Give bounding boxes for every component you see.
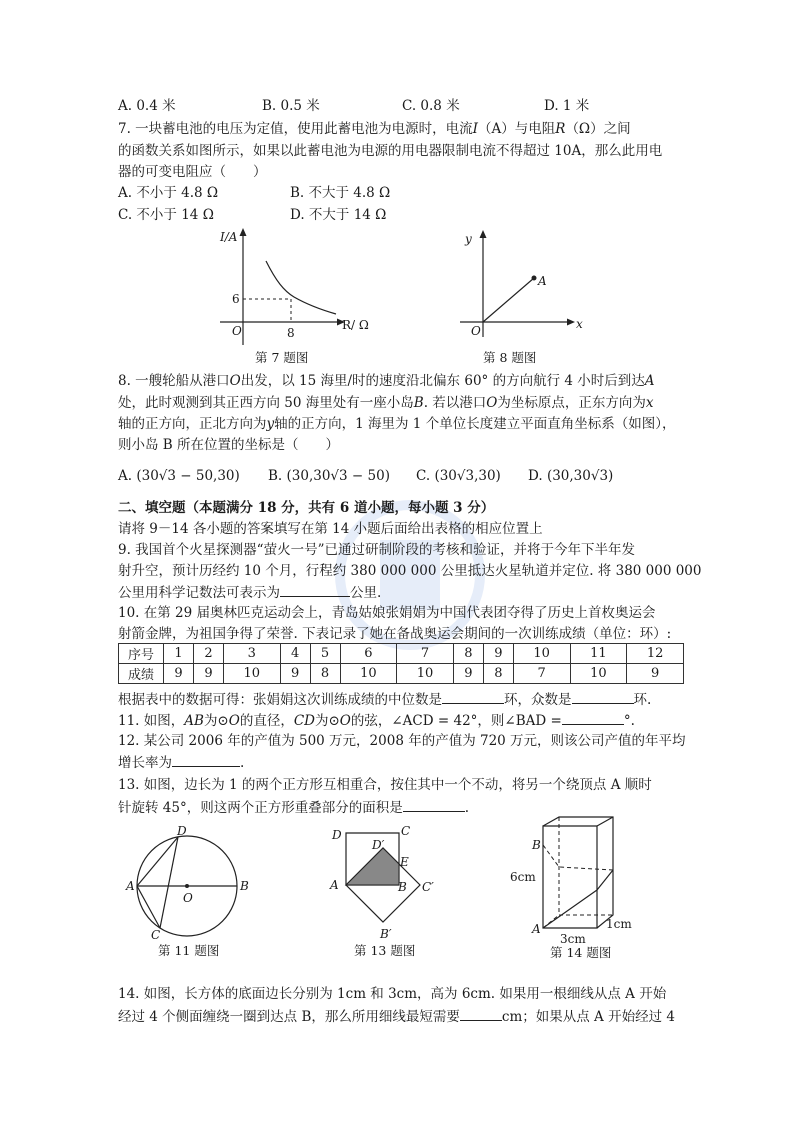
q6-option-d: D. 1 米: [544, 98, 590, 114]
q13-line-1: 13. 如图，边长为 1 的两个正方形互相重合，按住其中一个不动，将另一个绕顶点 A 顺时: [118, 777, 652, 793]
fig8-x-label: x: [576, 317, 583, 331]
q9-answer-blank[interactable]: [280, 582, 350, 597]
table-cell: 10: [397, 664, 454, 684]
table-cell: 11: [570, 644, 627, 664]
fig13-label-a: A: [330, 878, 339, 892]
q8-line-2: 处，此时观测到其正西方向 50 海里处有一座小岛B. 若以港口O为坐标原点，正东方向为x: [118, 395, 654, 411]
table-cell: 3: [223, 644, 280, 664]
fig14-height: 6cm: [510, 870, 536, 884]
table-cell: 9: [280, 664, 310, 684]
q13-line-2: 针旋转 45°，则这两个正方形重叠部分的面积是 .: [118, 797, 469, 818]
fig7-y-tick: 6: [232, 292, 240, 306]
table-cell: 6: [340, 644, 397, 664]
q7-option-c: C. 不小于 14 Ω: [118, 207, 214, 223]
q10-line-1: 10. 在第 29 届奥林匹克运动会上，青岛姑娘张娟娟为中国代表团夺得了历史上首枚奥运会: [118, 605, 656, 621]
q12-answer-blank[interactable]: [172, 752, 240, 767]
fig8-a-label: A: [538, 274, 547, 288]
q8-option-a: A. (30√3 − 50,30): [118, 468, 240, 484]
fig8-segment-oa: [483, 278, 534, 322]
table-cell: 1: [164, 644, 194, 664]
figure-13: [320, 825, 450, 960]
q11-answer-blank[interactable]: [562, 710, 624, 725]
fig8-y-label: y: [465, 232, 472, 246]
q12-line-1: 12. 某公司 2006 年的产值为 500 万元，2008 年的产值为 720 万元，则该公司产值的年平均: [118, 733, 686, 749]
q10-median-blank[interactable]: [442, 689, 504, 704]
q7-line-2: 的函数关系如图所示，如果以此蓄电池为电源的用电器限制电流不得超过 10A，那么此用电: [118, 143, 663, 159]
table-cell: 10: [513, 644, 570, 664]
fig14-top-right-edges: [543, 817, 613, 928]
section-2-instruction: 请将 9－14 各小题的答案填写在第 14 小题后面给出表格的相应位置上: [118, 521, 543, 537]
fig7-x-label: R/ Ω: [342, 318, 369, 332]
table-cell: 9: [193, 664, 223, 684]
fig13-label-bprime: B′: [380, 927, 392, 941]
fig14-hidden-edges: [559, 817, 613, 915]
fig8-caption: 第 8 题图: [483, 350, 537, 365]
fig8-x-arrow: [567, 319, 575, 326]
fig11-label-d: D: [177, 824, 187, 838]
fig11-chord-ac: [137, 886, 160, 928]
fig8-origin: O: [471, 324, 481, 338]
table-cell: 2: [193, 644, 223, 664]
q10-answer-line: 根据表中的数据可得：张娟娟这次训练成绩的中位数是 环，众数是 环.: [118, 689, 651, 710]
table-cell: 10: [223, 664, 280, 684]
fig14-caption: 第 14 题图: [550, 945, 612, 960]
fig11-chord-cd: [160, 837, 178, 928]
fig11-label-c: C: [151, 928, 161, 942]
q8-option-c: C. (30√3,30): [416, 468, 501, 484]
table-cell: 5: [310, 644, 340, 664]
q7-option-a: A. 不小于 4.8 Ω: [118, 185, 219, 201]
fig14-top-edge: [597, 817, 613, 826]
table-cell: 9: [453, 664, 483, 684]
table-cell: 8: [453, 644, 483, 664]
table-cell: 4: [280, 644, 310, 664]
fig11-label-a: A: [126, 879, 135, 893]
table-cell: 9: [627, 664, 684, 684]
q9-line-2: 射升空，预计历经约 10 个月，行程约 380 000 000 公里抵达火星轨道并定位. 将 380 000 000: [118, 563, 702, 579]
table-cell: 10: [570, 664, 627, 684]
table-cell: 7: [513, 664, 570, 684]
table-cell: 8: [310, 664, 340, 684]
fig13-overlap: [346, 848, 399, 885]
fig11-center: [185, 884, 189, 888]
fig7-x-tick: 8: [287, 326, 295, 340]
table-cell: 8: [483, 664, 513, 684]
q7-option-b: B. 不大于 4.8 Ω: [290, 185, 391, 201]
q10-mode-blank[interactable]: [572, 689, 634, 704]
q14-line-2: 经过 4 个侧面缠绕一圈到达点 B，那么所用细线最短需要 cm；如果从点 A 开始经过 4: [118, 1006, 675, 1027]
fig11-caption: 第 11 题图: [158, 943, 220, 958]
q14-line-1: 14. 如图，长方体的底面边长分别为 1cm 和 3cm，高为 6cm. 如果用一根细线从点 A 开始: [118, 986, 667, 1002]
figure-8: [450, 225, 600, 370]
table-header-cell: 成绩: [119, 664, 164, 684]
q7-line-3: 器的可变电阻应（ ）: [118, 164, 267, 180]
table-cell: 9: [164, 664, 194, 684]
q8-option-b: B. (30,30√3 − 50): [268, 468, 390, 484]
fig8-point-a: [532, 276, 537, 281]
fig7-curve: [266, 261, 336, 314]
q6-option-c: C. 0.8 米: [402, 98, 460, 114]
q8-line-4: 则小岛 B 所在位置的坐标是（ ）: [118, 437, 340, 453]
fig13-label-dprime: D′: [372, 838, 385, 852]
fig13-label-d: D: [332, 828, 342, 842]
fig14-thread-right: [597, 870, 613, 890]
fig13-label-b: B: [398, 880, 407, 894]
fig7-origin: O: [232, 324, 242, 338]
table-cell: 12: [627, 644, 684, 664]
fig7-y-label: I/A: [220, 230, 238, 244]
q10-score-table: [118, 643, 684, 684]
q11-line: 11. 如图，AB为⊙O的直径，CD为⊙O的弦，∠ACD = 42°，则∠BAD = °.: [118, 710, 635, 731]
fig11-label-o: O: [183, 891, 193, 905]
table-row: [119, 664, 684, 684]
q8-option-d: D. (30,30√3): [528, 468, 614, 484]
q10-line-2: 射箭金牌，为祖国争得了荣誉. 下表记录了她在备战奥运会期间的一次训练成绩（单位：环）:: [118, 626, 672, 642]
q9-line-3: 公里用科学记数法可表示为 公里.: [118, 582, 381, 603]
q9-line-1: 9. 我国首个火星探测器“萤火一号”已通过研制阶段的考核和验证，并将于今年下半年发: [118, 542, 635, 558]
figure-7: [210, 225, 400, 370]
table-cell: 7: [397, 644, 454, 664]
fig14-front-face: [543, 826, 597, 928]
figure-11: [120, 825, 255, 960]
fig14-depth: 1cm: [606, 917, 632, 931]
fig14-width: 3cm: [560, 932, 586, 946]
q12-line-2: 增长率为 .: [118, 752, 244, 773]
fig14-label-a: A: [532, 922, 541, 936]
fig14-thread-front: [543, 890, 597, 928]
fig7-caption: 第 7 题图: [255, 350, 309, 365]
table-row: [119, 644, 684, 664]
figure-14: [510, 815, 660, 960]
q13-answer-blank[interactable]: [403, 797, 465, 812]
q6-option-b: B. 0.5 米: [262, 98, 320, 114]
fig14-thread-back: [543, 845, 613, 870]
fig11-label-b: B: [240, 879, 249, 893]
q8-line-3: 轴的正方向，正北方向为y轴的正方向，1 海里为 1 个单位长度建立平面直角坐标系（如图），: [118, 416, 676, 432]
fig7-y-arrow: [240, 228, 247, 236]
q7-option-d: D. 不大于 14 Ω: [290, 207, 387, 223]
fig8-y-arrow: [480, 230, 487, 238]
fig13-label-c: C: [401, 824, 411, 838]
table-cell: 9: [483, 644, 513, 664]
q6-option-a: A. 0.4 米: [118, 98, 176, 114]
q14-answer-blank[interactable]: [460, 1006, 502, 1021]
table-cell: 10: [340, 664, 397, 684]
fig13-label-cprime: C′: [422, 880, 434, 894]
fig14-label-b: B: [532, 838, 541, 852]
section-2-title: 二、填空题（本题满分 18 分，共有 6 道小题，每小题 3 分）: [118, 500, 495, 516]
fig13-caption: 第 13 题图: [354, 943, 416, 958]
fig13-label-e: E: [400, 855, 409, 869]
q7-line-1: 7. 一块蓄电池的电压为定值，使用此蓄电池为电源时，电流I（A）与电阻R（Ω）之间: [118, 121, 631, 137]
q8-line-1: 8. 一艘轮船从港口O出发，以 15 海里/时的速度沿北偏东 60° 的方向航行 4 小时后到达A: [118, 373, 655, 389]
table-header-cell: 序号: [119, 644, 164, 664]
